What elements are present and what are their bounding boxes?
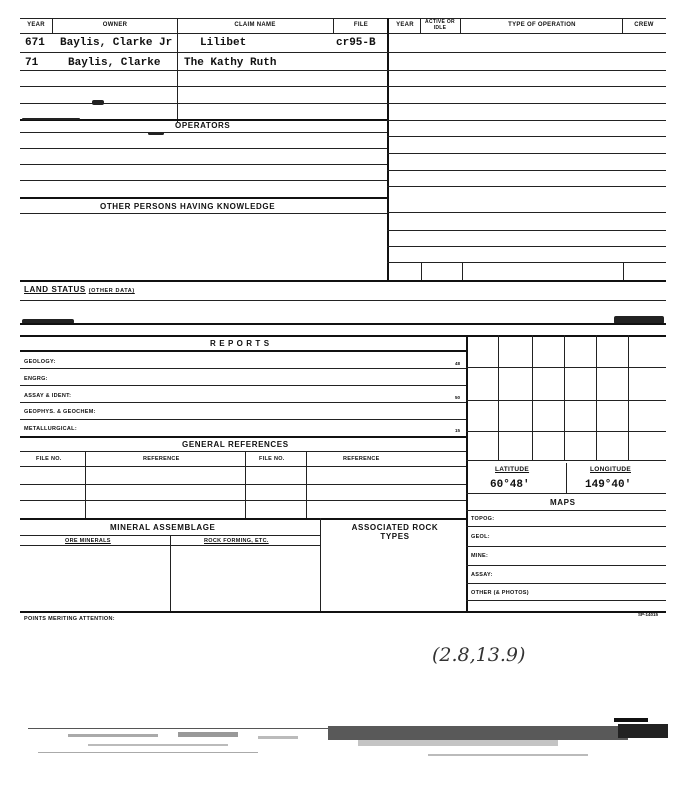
owner-row-1-file: cr95-B — [336, 37, 376, 49]
report-label-engrg: ENGRG: — [24, 376, 48, 382]
handwritten-coordinate-note: (2.8,13.9) — [432, 644, 526, 666]
coord-bottom — [466, 493, 666, 494]
row-line — [20, 148, 387, 149]
mineral-subheader-line — [20, 545, 320, 546]
land-status-bottom — [20, 323, 666, 325]
maps-heading: MAPS — [550, 498, 576, 507]
reports-header-line — [20, 350, 466, 352]
owner-row-2-owner: Baylis, Clarke — [68, 57, 161, 69]
top-border — [20, 18, 666, 19]
col-rule-year — [52, 18, 53, 33]
header-owner: OWNER — [102, 22, 128, 28]
header-year-2: YEAR — [396, 22, 414, 28]
report-line — [20, 402, 466, 403]
reports-heading: R E P O R T S — [210, 339, 270, 348]
right-row-line — [387, 170, 666, 171]
right-row-line — [387, 212, 666, 213]
right-row-line — [387, 103, 666, 104]
grid-col-rule — [498, 335, 499, 460]
report-num-metallurgical: 15 — [455, 428, 461, 433]
row-line — [20, 86, 387, 87]
header-year: YEAR — [27, 22, 45, 28]
form-number: SP-14015 — [638, 612, 659, 617]
ref-header-file-no-1: FILE NO. — [36, 456, 62, 462]
right-row-line — [387, 86, 666, 87]
maps-line — [466, 526, 666, 527]
right-row-line — [387, 262, 666, 263]
grid-row-rule — [466, 367, 666, 368]
report-label-geology: GEOLOGY: — [24, 359, 56, 365]
maps-other-photos: OTHER (& PHOTOS) — [471, 590, 529, 596]
ref-header-reference-1: REFERENCE — [143, 456, 180, 462]
maps-geol: GEOL: — [471, 534, 490, 540]
longitude-label: LONGITUDE — [590, 466, 631, 473]
grid-col-rule — [628, 335, 629, 460]
scan-noise-band — [28, 718, 668, 766]
scan-speck — [92, 100, 104, 105]
land-status-line — [20, 300, 666, 301]
ref-line — [20, 500, 466, 501]
right-row-line — [387, 136, 666, 137]
maps-mine: MINE: — [471, 553, 489, 559]
owner-row-1-year: 671 — [25, 37, 45, 49]
report-num-assay: 50 — [455, 395, 461, 400]
row-line — [20, 103, 387, 104]
maps-line — [466, 600, 666, 601]
associated-rock-types-heading: ASSOCIATED ROCK TYPES — [351, 523, 439, 541]
col-rule-year2 — [420, 18, 421, 33]
general-references-heading: GENERAL REFERENCES — [182, 440, 289, 449]
report-label-assay: ASSAY & IDENT: — [24, 393, 72, 399]
report-line — [20, 368, 466, 369]
col-rule-left-block — [387, 18, 389, 280]
mineral-assemblage-heading: MINERAL ASSEMBLAGE — [110, 523, 216, 532]
header-file: FILE — [353, 22, 369, 28]
top-table-bottom — [20, 280, 666, 282]
owner-row-2-claim: The Kathy Ruth — [184, 57, 277, 69]
maps-assay: ASSAY: — [471, 572, 493, 578]
right-col-rule — [462, 262, 463, 280]
grid-col-rule — [532, 335, 533, 460]
reports-top — [20, 335, 666, 337]
latitude-value: 60°48' — [490, 479, 530, 491]
report-line — [20, 419, 466, 420]
maps-line — [466, 583, 666, 584]
longitude-value: 149°40' — [585, 479, 632, 491]
right-row-line — [387, 153, 666, 154]
row-line — [20, 213, 387, 214]
mineral-bottom — [20, 611, 666, 613]
ref-line — [20, 484, 466, 485]
grid-row-rule — [466, 431, 666, 432]
row-line — [20, 52, 387, 53]
mineral-col-rule — [320, 518, 321, 611]
maps-line — [466, 565, 666, 566]
grid-col-rule — [596, 335, 597, 460]
header-row-divider — [20, 33, 666, 34]
ref-header-reference-2: REFERENCE — [343, 456, 380, 462]
references-bottom — [20, 518, 466, 520]
scan-speck — [22, 118, 80, 120]
right-col-rule — [623, 262, 624, 280]
scan-noise-graphic — [28, 718, 668, 766]
land-status-heading: LAND STATUS (OTHER DATA) — [24, 285, 135, 294]
owner-row-1-claim: Lilibet — [200, 37, 247, 49]
ref-header-file-no-2: FILE NO. — [259, 456, 285, 462]
reports-right-rule — [466, 335, 468, 611]
maps-header-line — [466, 510, 666, 511]
other-persons-divider — [20, 197, 387, 199]
rock-forming-header: ROCK FORMING, ETC. — [204, 538, 269, 544]
reports-bottom — [20, 436, 466, 438]
right-row-line — [387, 70, 666, 71]
mineral-inner-rule — [170, 535, 171, 611]
report-label-metallurgical: METALLURGICAL: — [24, 426, 77, 432]
header-type-of-operation: TYPE OF OPERATION — [508, 22, 576, 28]
right-row-line — [387, 246, 666, 247]
header-crew: CREW — [634, 22, 654, 28]
report-line — [20, 385, 466, 386]
owner-row-2-year: 71 — [25, 57, 39, 69]
grid-bottom-rule — [466, 460, 666, 461]
owner-row-1-owner: Baylis, Clarke Jr — [60, 37, 173, 49]
right-col-rule — [421, 262, 422, 280]
ref-line — [20, 466, 466, 467]
header-active-or-idle: ACTIVE OR IDLE — [425, 19, 455, 31]
right-row-line — [387, 52, 666, 53]
right-row-line — [387, 230, 666, 231]
report-label-geophys: GEOPHYS. & GEOCHEM: — [24, 409, 96, 415]
col-rule-type — [622, 18, 623, 33]
col-rule-claim — [333, 18, 334, 33]
ore-minerals-header: ORE MINERALS — [65, 538, 111, 544]
points-meriting-attention: POINTS MERITING ATTENTION: — [24, 616, 115, 622]
header-claim-name: CLAIM NAME — [234, 22, 276, 28]
col-rule-active — [460, 18, 461, 33]
grid-col-rule — [564, 335, 565, 460]
row-line — [20, 164, 387, 165]
grid-row-rule — [466, 400, 666, 401]
coord-divider — [566, 463, 567, 493]
report-num-geology: 48 — [455, 361, 461, 366]
maps-topog: TOPOG: — [471, 516, 495, 522]
row-line — [20, 70, 387, 71]
references-header-top — [20, 451, 466, 452]
maps-line — [466, 546, 666, 547]
scan-speck — [148, 132, 164, 135]
row-line — [20, 132, 387, 133]
operators-heading: OPERATORS — [175, 121, 231, 130]
row-line — [20, 180, 387, 181]
right-row-line — [387, 120, 666, 121]
right-row-line — [387, 186, 666, 187]
latitude-label: LATITUDE — [495, 466, 530, 473]
other-persons-heading: OTHER PERSONS HAVING KNOWLEDGE — [100, 202, 276, 211]
